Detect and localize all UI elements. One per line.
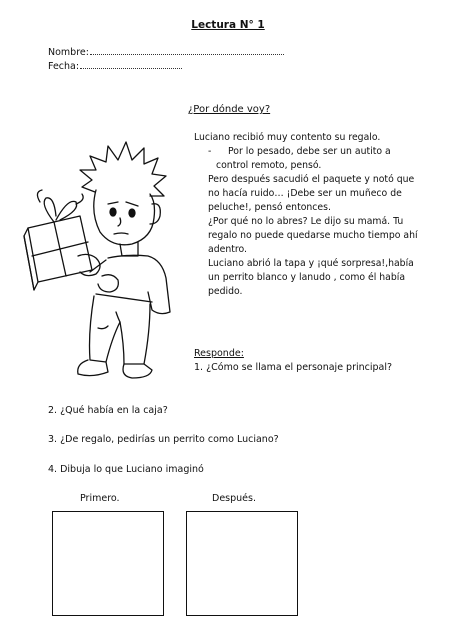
- story-line-8: regalo no puede quedarse mucho tiempo ahí: [208, 230, 418, 241]
- name-line: [90, 46, 284, 55]
- story-line-5: no hacía ruido… ¡Debe ser un muñeco de: [208, 188, 402, 199]
- story-line-2: Por lo pesado, debe ser un autito a: [228, 146, 391, 157]
- story-line-6: peluche!, pensó entonces.: [208, 202, 331, 213]
- story-line-12: pedido.: [208, 286, 243, 297]
- story-text: [194, 131, 426, 299]
- date-field[interactable]: [48, 60, 182, 72]
- question-1: 1. ¿Cómo se llama el personaje principal?: [194, 362, 393, 373]
- boy-with-gift-illustration: [20, 132, 190, 382]
- date-line: [80, 60, 182, 69]
- name-field[interactable]: [48, 46, 284, 58]
- date-label: Fecha:: [48, 61, 80, 72]
- story-line-9: adentro.: [208, 244, 247, 255]
- first-box-label: Primero.: [80, 493, 120, 504]
- drawing-box-second[interactable]: [186, 511, 298, 616]
- story-line-1: Luciano recibió muy contento su regalo.: [194, 132, 381, 143]
- question-4: 4. Dibuja lo que Luciano imaginó: [48, 464, 204, 475]
- story-line-3: control remoto, pensó.: [216, 160, 322, 171]
- story-title: ¿Por dónde voy?: [188, 104, 271, 115]
- story-line-11: un perrito blanco y lanudo , como él había: [208, 272, 406, 283]
- second-box-label: Después.: [212, 493, 256, 504]
- story-line-10: Luciano abrió la tapa y ¡qué sorpresa!,había: [208, 258, 414, 269]
- story-line-4: Pero después sacudió el paquete y notó que: [208, 174, 415, 185]
- drawing-box-first[interactable]: [52, 511, 164, 616]
- question-2: 2. ¿Qué había en la caja?: [48, 405, 168, 416]
- story-dash: -: [208, 146, 212, 157]
- worksheet-title: Lectura N° 1: [191, 19, 265, 31]
- question-3: 3. ¿De regalo, pedirías un perrito como Luciano?: [48, 434, 279, 445]
- name-label: Nombre:: [48, 47, 89, 58]
- questions-heading: Responde:: [194, 348, 244, 359]
- story-line-7: ¿Por qué no lo abres? Le dijo su mamá. Tu: [208, 216, 404, 227]
